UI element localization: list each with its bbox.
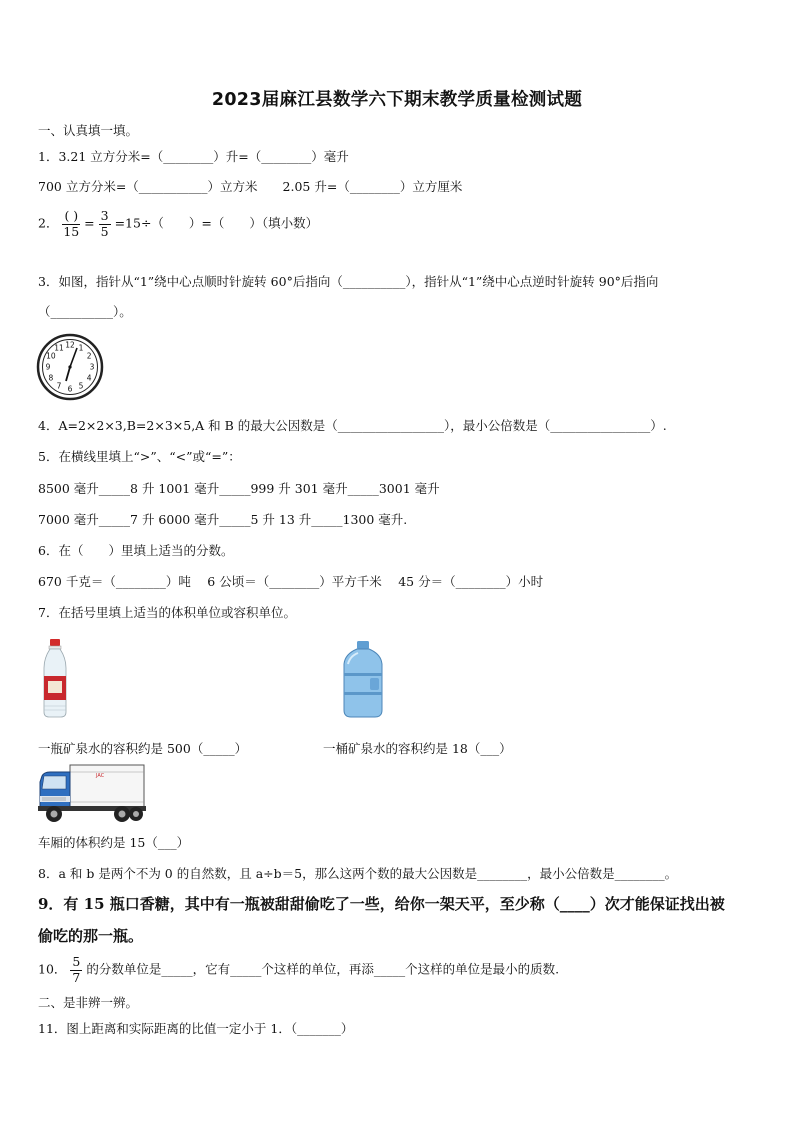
clock-numeral-7: 7	[56, 381, 62, 391]
question-2	[38, 210, 318, 238]
fraction-blank-over-15	[62, 210, 80, 238]
question-7: 7．在括号里填上适当的体积单位或容积单位。	[38, 605, 296, 620]
fraction-denominator: 5	[100, 223, 109, 239]
fraction-numerator: 3	[100, 208, 109, 223]
question-8: 8．a 和 b 是两个不为 0 的自然数，且 a÷b＝5，那么这两个数的最大公因数是________，最小公倍数是________。	[38, 866, 678, 881]
question-6-line-1: 670 千克＝（________）吨 6 公顷＝（________）平方千米 45 分＝（________）小时	[38, 574, 544, 589]
question-11: 11．图上距离和实际距离的比值一定小于 1．（_______）	[38, 1021, 354, 1036]
fraction-denominator: 15	[63, 223, 80, 239]
page-title: 2023届麻江县数学六下期末教学质量检测试题	[211, 90, 583, 110]
question-1-line-2: 700 立方分米=（___________）立方米 2.05 升=（________）立方厘米	[38, 179, 463, 194]
question-5-line-2: 7000 毫升_____7 升 6000 毫升_____5 升 13 升_____1300 毫升.	[38, 512, 408, 527]
question-10-rest: 的分数单位是_____，它有_____个这样的单位，再添_____个这样的单位是最小的质数.	[86, 961, 560, 977]
water-bottle-image	[40, 638, 70, 718]
section-heading-2: 二、是非辨一辨。	[38, 995, 139, 1010]
fraction-numerator: 5	[72, 954, 81, 969]
question-1-line-1: 1．3.21 立方分米=（________）升=（________）毫升	[38, 149, 349, 164]
question-2-number: 2．	[38, 215, 59, 231]
clock-numeral-10: 10	[46, 351, 56, 361]
question-5-line-1: 8500 毫升_____8 升 1001 毫升_____999 升 301 毫升_____3001 毫升	[38, 481, 440, 496]
clock-numeral-12: 12	[65, 340, 75, 350]
clock-numeral-6: 6	[67, 384, 73, 394]
question-10-number: 10．	[38, 961, 67, 977]
equals-sign: =	[84, 215, 95, 231]
question-10	[38, 956, 559, 984]
question-6: 6．在（ ）里填上适当的分数。	[38, 543, 234, 558]
question-2-rest: =15÷（ ）=（ ）（填小数）	[114, 215, 319, 231]
clock-numeral-8: 8	[48, 373, 54, 383]
water-jug-image	[340, 640, 386, 718]
clock-numeral-5: 5	[78, 381, 84, 391]
question-3-line-1: 3．如图，指针从“1”绕中心点顺时针旋转 60°后指向（__________），指针从“1”绕中心点逆时针旋转 90°后指向	[38, 274, 659, 289]
fraction-numerator: ( )	[64, 208, 79, 223]
clock-image	[36, 333, 104, 401]
section-heading-1: 一、认真填一填。	[38, 123, 139, 138]
truck-image	[36, 762, 148, 824]
clock-numeral-4: 4	[86, 373, 92, 383]
question-7-jug-text: 一桶矿泉水的容积约是 18（___）	[323, 741, 512, 756]
clock-numeral-1: 1	[78, 343, 84, 353]
question-3-line-2: （__________）。	[38, 304, 132, 319]
question-9-line-2: 偷吃的那一瓶。	[38, 927, 144, 945]
clock-numeral-3: 3	[89, 362, 95, 372]
clock-numeral-2: 2	[86, 351, 92, 361]
question-7-truck-text: 车厢的体积约是 15（___）	[38, 835, 190, 850]
question-5: 5．在横线里填上“>”、“<”或“=”：	[38, 449, 241, 464]
svg-text:JAC: JAC	[96, 773, 105, 779]
fraction-denominator: 7	[72, 969, 81, 985]
question-7-bottle-text: 一瓶矿泉水的容积约是 500（_____）	[38, 741, 248, 756]
question-9-line-1: 9．有 15 瓶口香糖，其中有一瓶被甜甜偷吃了一些，给你一架天平，至少称（____）次才能保证找出被	[38, 895, 725, 913]
fraction-3-5	[99, 210, 111, 238]
clock-numeral-9: 9	[45, 362, 51, 372]
clock-numeral-11: 11	[54, 343, 64, 353]
question-4: 4．A=2×2×3,B=2×3×5,A 和 B 的最大公因数是（_________________），最小公倍数是（________________）.	[38, 418, 667, 433]
fraction-5-7	[70, 956, 82, 984]
